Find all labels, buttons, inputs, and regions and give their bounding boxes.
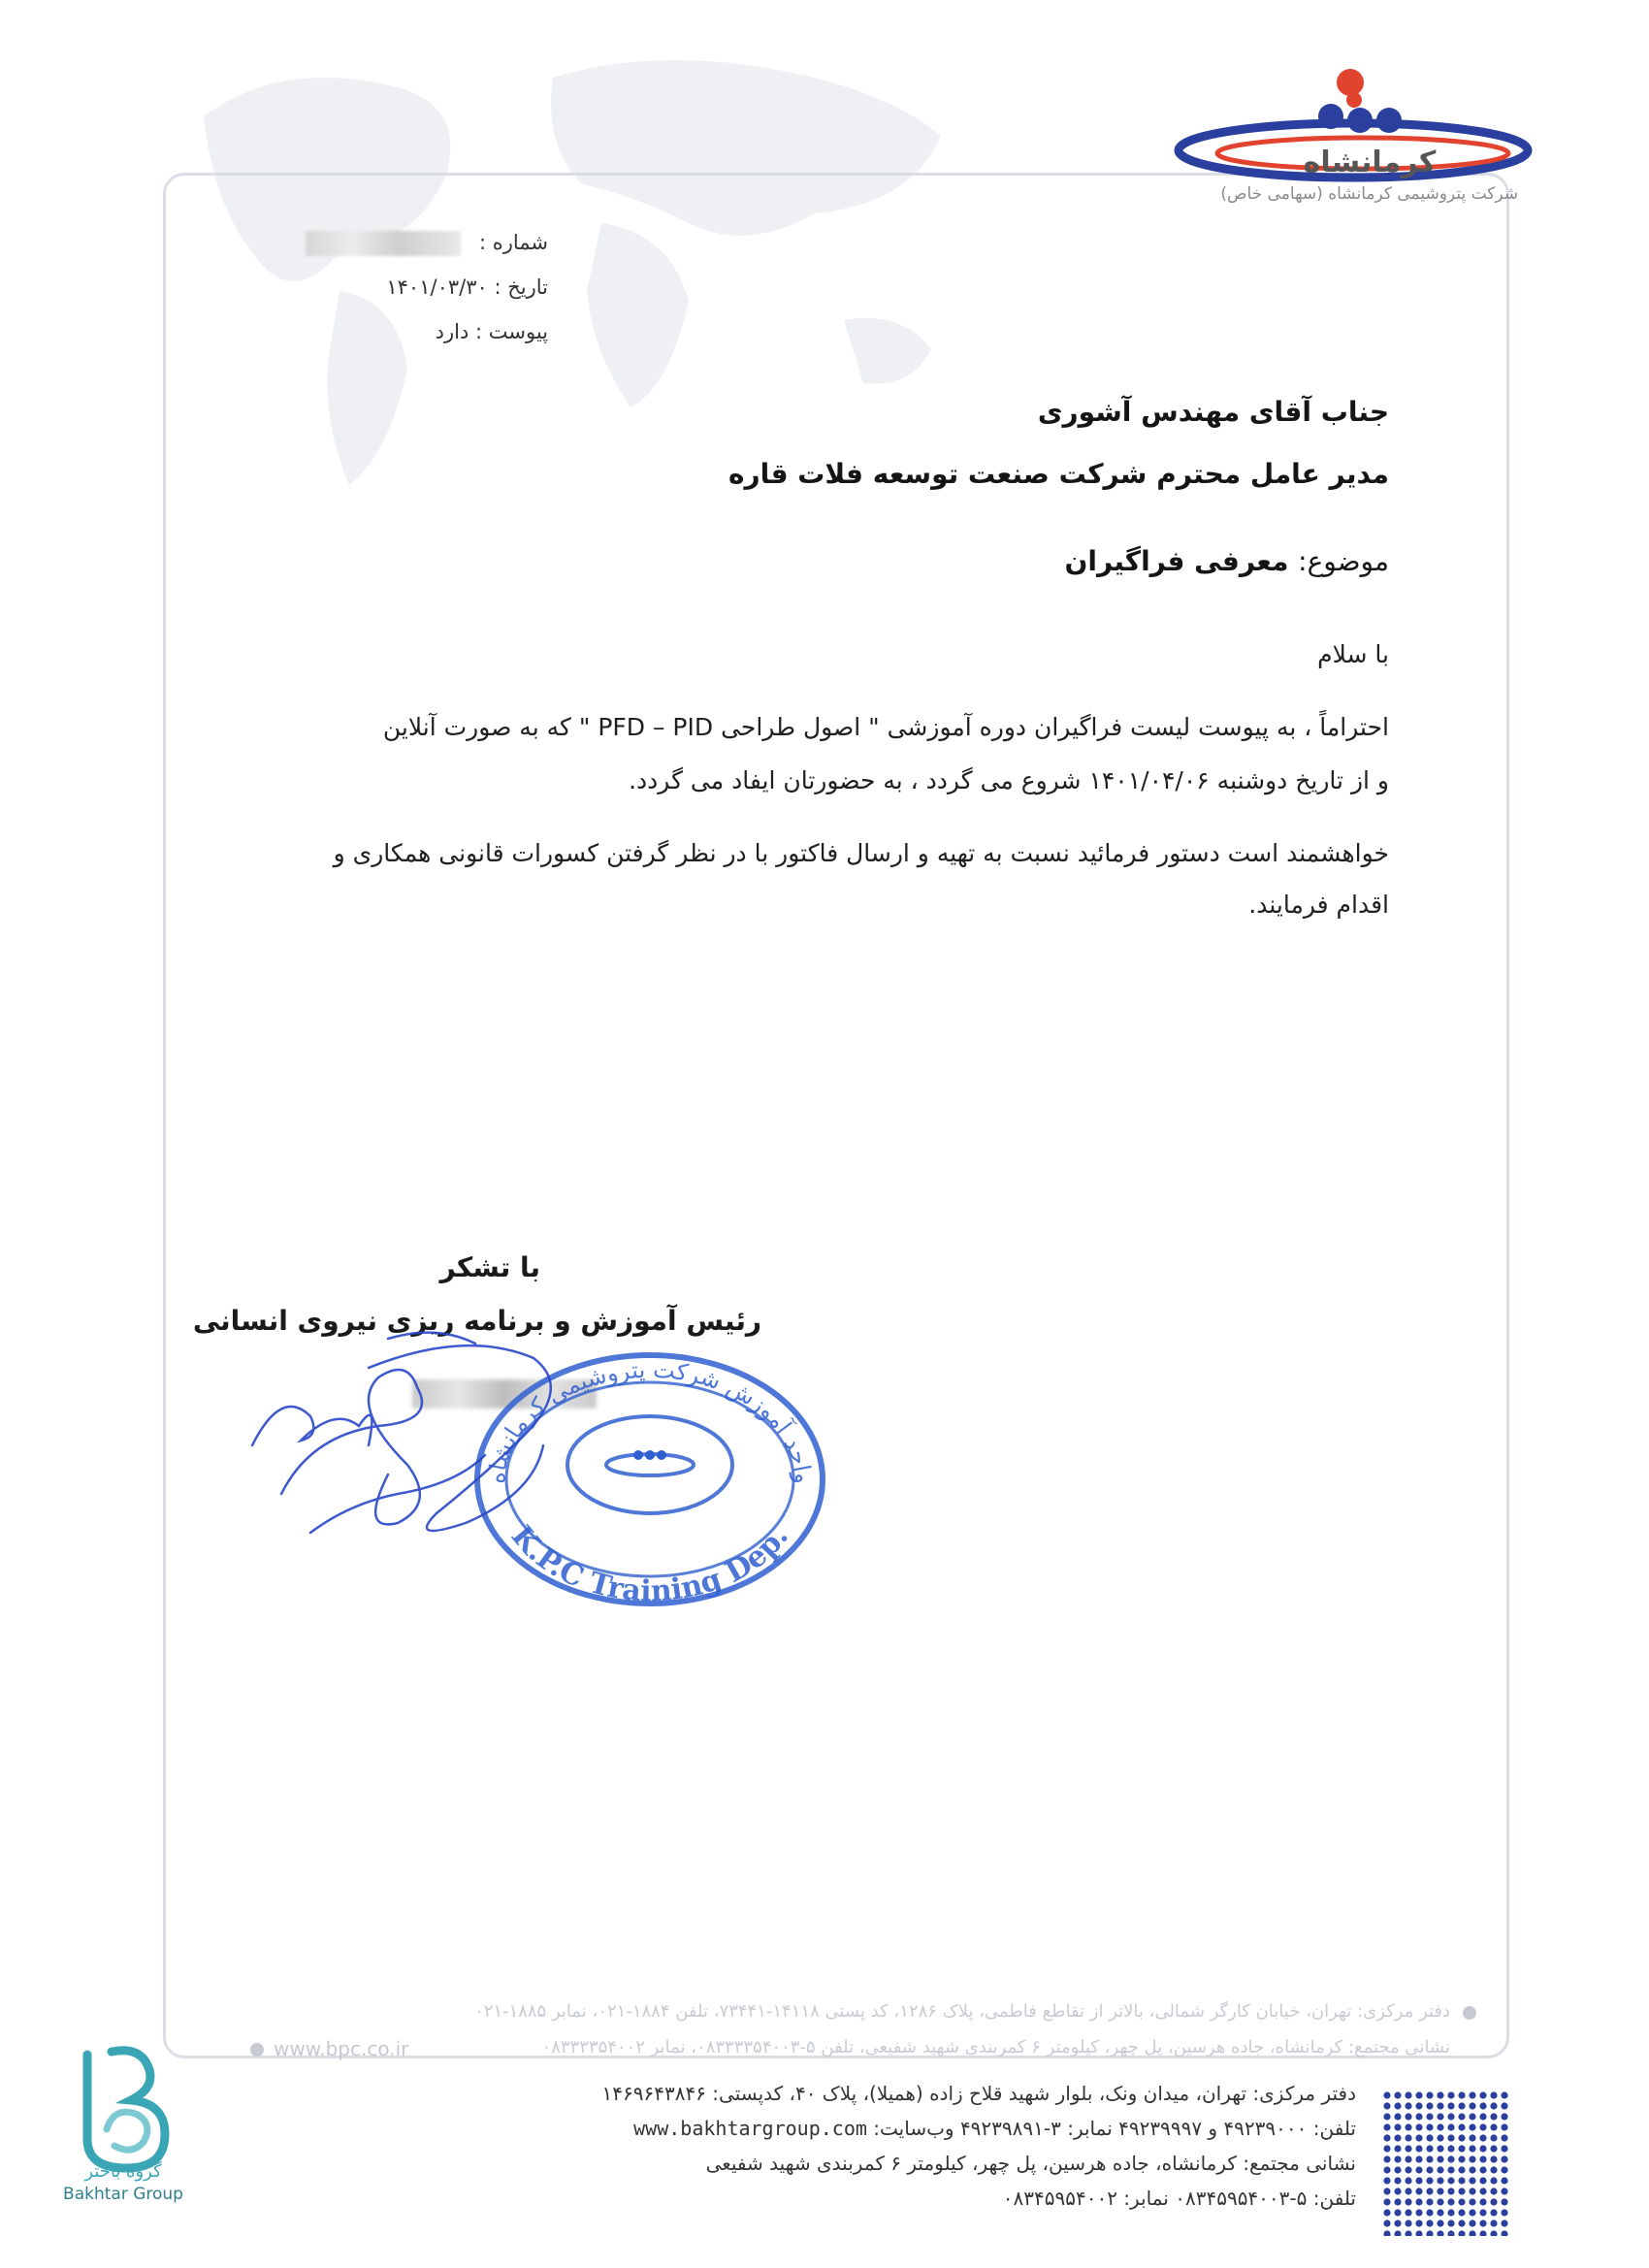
bakhtar-website-link[interactable]: www.bakhtargroup.com	[633, 2117, 867, 2140]
recipient-title: مدیر عامل محترم شرکت صنعت توسعه فلات قاره	[728, 458, 1389, 490]
stamp-text-en: K.P.C Training Dep.	[503, 1519, 795, 1609]
handwritten-signature	[242, 1329, 611, 1562]
bakhtar-footer-phone-text: تلفن: ۴۹۲۳۹۰۰۰ و ۴۹۲۳۹۹۹۷ نمابر: ۳-۴۹۲۳۹۸۹۱ وب‌سایت:	[873, 2117, 1356, 2140]
subject-label: موضوع:	[1298, 545, 1389, 577]
faint-footer-line-2: نشانی مجتمع: کرمانشاه، جاده هرسین، پل چهر، کیلومتر ۶ کمربندی شهید شفیعی، تلفن ۵-۰۸۳۳۳۳۵۴۰۰۳، نمابر ۰۸۳۳۳۳۵۴۰۰۲	[541, 2037, 1450, 2057]
date-label: تاریخ :	[494, 275, 548, 299]
greeting: با سلام	[1317, 640, 1389, 668]
redacted-number	[306, 231, 461, 256]
letter-number	[306, 231, 548, 256]
number-label: شماره :	[478, 231, 548, 254]
company-name: کرمانشاه	[1303, 146, 1437, 179]
subject-line	[1064, 545, 1389, 577]
body-paragraph-2-line-2: اقدام فرمایند.	[1248, 891, 1389, 919]
footer-bullet-1	[1463, 2006, 1476, 2020]
attachment-label: پیوست :	[475, 320, 548, 343]
body-paragraph-1-line-1: احتراماً ، به پیوست لیست فراگیران دوره آموزشی " اصول طراحی PFD – PID " که به صورت آنلاین	[382, 713, 1389, 741]
recipient-name: جناب آقای مهندس آشوری	[1037, 396, 1389, 428]
body-paragraph-1-line-2: و از تاریخ دوشنبه ۱۴۰۱/۰۴/۰۶ شروع می گردد ، به حضورتان ایفاد می گردد.	[629, 766, 1389, 794]
body-paragraph-2-line-1: خواهشمند است دستور فرمائید نسبت به تهیه و ارسال فاکتور با در نظر گرفتن کسورات قانونی همکاری و	[333, 839, 1389, 867]
signatory-title: رئیس آموزش و برنامه ریزی نیروی انسانی	[192, 1305, 761, 1337]
subject-value: معرفی فراگیران	[1064, 545, 1289, 577]
bakhtar-footer-address: دفتر مرکزی: تهران، میدان ونک، بلوار شهید قلاح زاده (همیلا)، پلاک ۴۰، کدپستی: ۱۴۶۹۶۴۳۸۴۶	[601, 2082, 1356, 2105]
company-subtitle: شرکت پتروشیمی کرمانشاه (سهامی خاص)	[1220, 184, 1518, 204]
bakhtar-footer-plant-phone: تلفن: ۵-۰۸۳۴۵۹۵۴۰۰۳ نمابر: ۰۸۳۴۵۹۵۴۰۰۲	[1002, 2187, 1356, 2210]
date-value: ۱۴۰۱/۰۳/۳۰	[386, 275, 488, 299]
footer-dot-pattern	[1382, 2090, 1508, 2236]
letter-date	[386, 275, 548, 299]
faint-footer-line-1: دفتر مرکزی: تهران، خیابان کارگر شمالی، بالاتر از تقاطع فاطمی، پلاک ۱۲۸۶، کد پستی ۱۴۱۱۸-۷۳۴۴۱، تلفن ۱۸۸۴-۰۲۱، نمابر ۱۸۸۵-۰۲۱	[474, 2001, 1450, 2022]
bakhtar-footer-plant-address: نشانی مجتمع: کرمانشاه، جاده هرسین، پل چهر، کیلومتر ۶ کمربندی شهید شفیعی	[705, 2152, 1356, 2175]
footer-bullet-2	[250, 2043, 264, 2057]
stamp-text-fa: واحد آموزش شرکت پتروشیمی کرمانشاه	[482, 1355, 818, 1485]
letter-attachment	[436, 320, 548, 343]
bakhtar-logo-text-fa: گروه باختر	[84, 2161, 162, 2182]
faint-footer-website: www.bpc.co.ir	[274, 2037, 409, 2060]
bakhtar-footer-phone	[633, 2117, 1356, 2140]
bakhtar-logo-text-en: Bakhtar Group	[63, 2185, 183, 2204]
attachment-value: دارد	[435, 320, 469, 343]
closing-thanks: با تشکر	[439, 1251, 540, 1283]
letterhead-frame	[163, 173, 1509, 2058]
